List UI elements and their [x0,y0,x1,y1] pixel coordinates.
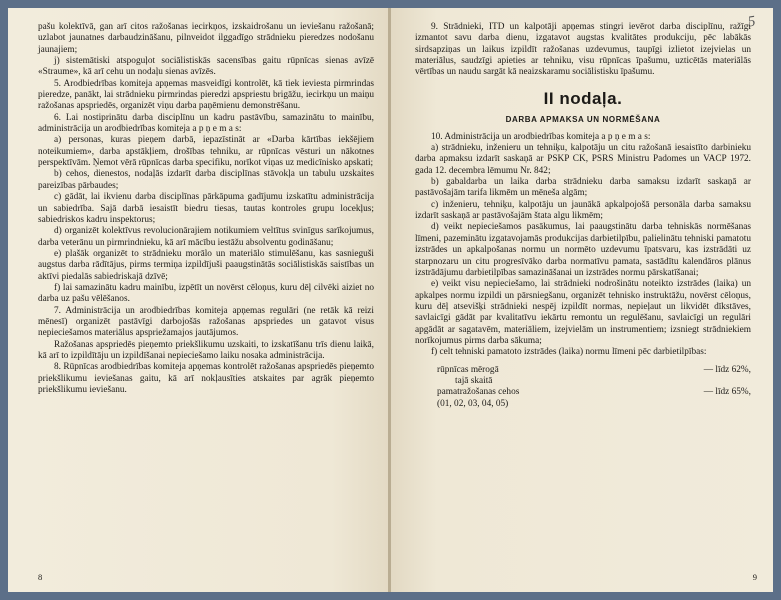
norm-row [415,387,751,398]
paragraph: j) sistemātiski atspoguļot sociālistiskās sacensības gaitu rūpnīcas sienas avīzē «Straume», kā arī cehu un nodaļu sienas avīzēs. [38,56,374,78]
norm-value: — līdz 65%, [703,387,751,398]
norm-row [415,376,751,387]
page-number: 8 [38,572,43,582]
paragraph: f) lai samazinātu kadru mainību, izpētīt un novērst cēloņus, kuru dēļ cilvēki aiziet no darba uz pašu vēlēšanos. [38,282,374,305]
right-page [391,8,773,592]
paragraph: b) cehos, dienestos, nodaļās izdarīt darba disciplīnas stāvokļa un tabulu uzskaites pareizības pārbaudes; [38,169,374,191]
norm-label: tajā skaitā [455,375,493,386]
norms-table [415,365,751,410]
paragraph: d) veikt nepieciešamos pasākumus, lai paaugstinātu darba tehniskās normēšanas līmeni, pazeminātu izgatavojamās produkcijas darbietilpību, palielinātu tehniski pamatotu izstrādes un apkalpošanas normu un normēto uzdevumu īpatsvaru, kas izstrādāti uz starpnozaru un citu progresīvāko darba normatīvu pamata, sastādītu kalendāros plānus izstrādājumu darbietilpības samazināšanai un izstrādes normu pārskatīšanai; [415,222,751,278]
chapter-title: II nodaļa. [543,88,623,108]
paragraph: 5. Arodbiedrības komiteja apņemas masveidīgi kontrolēt, kā tiek ieviesta pirmrindas pieredze, panākt, lai strādnieku pirmrindas pieredzi apspriestu brigāžu, iecirkņu un maiņu ražošanas apspriedēs, organizēt viņu darba paņēmienu demonstrēšanu. [38,78,374,112]
right-page-section-body [415,132,751,359]
norm-value [631,399,751,410]
paragraph: a) personas, kuras pieņem darbā, iepazīstināt ar «Darba kārtības iekšējiem noteikumiem», darba apstākļiem, drošības tehniku, ar rūpnīcas vēsturi un nākotnes perspektīvām. Ņemot vērā rūpnīcas darba specifiku, norīkot viņas uz medicīnisko apskati; [38,135,374,169]
paragraph: pašu kolektīvā, gan arī citos ražošanas iecirkņos, izskaidrošanu un ieviešanu ražošanā; uzlabot jaunatnes darbaudzināšanu, pilnveidot ilggadīgo strādnieku pieredzes nodošanu jaunajiem; [38,22,374,55]
paragraph: c) inženieru, tehniķu, kalpotāju un jaunākā apkalpojošā personāla darba samaksu izdarīt saskaņā ar pastāvošajām štata algu likmēm; [415,199,751,222]
paragraph: b) gabaldarba un laika darba strādnieku darba samaksu izdarīt saskaņā ar pastāvošajām tarifa likmēm un mēneša algām; [415,177,751,199]
paragraph: e) plašāk organizēt to strādnieku morālo un materiālo stimulēšanu, kas sasnieguši augstus darba rādītājus, pirms termiņa izpildījuši paaugstinātās sociālistiskās saistības un aktīvi piedalās sabiedriskajā dzīvē; [38,248,374,282]
right-page-body [415,22,751,79]
paragraph: Ražošanas apspriedēs pieņemto priekšlikumu uzskaiti, to izskatīšanu trīs dienu laikā, kā arī to izpildītāju un izpildīšanai nepieciešamo laiku nosaka administrācija. [38,339,374,361]
norm-value: — līdz 62%, [703,364,751,375]
norm-label: (01, 02, 03, 04, 05) [437,398,509,409]
paragraph: f) celt tehniski pamatoto izstrādes (laika) normu līmeni pēc darbietilpības: [431,347,707,358]
norm-label: rūpnīcas mērogā [437,364,499,375]
paragraph: e) veikt visu nepieciešamo, lai strādnieki nodrošinātu noteikto izstrādes (laika) un apkalpes normu izpildi un pārsniegšanu, organizēt tehnisko instruktāžu, novērst cēloņus, kuru dēļ atsevišķi strādnieki nespēj izpildīt normas, nepieļaut un likvidēt dīkstāves, savlaicīgi gādāt par kvalitatīvu iekārtu remontu un regulēšanu, savlaicīgi un regulāri apgādāt ar sagatavēm, materiāliem, izejvielām un instrumentiem; izsniegt strādniekiem norīkojumus pirms darba sākuma; [415,279,751,346]
paragraph: c) gādāt, lai ikvienu darba disciplīnas pārkāpuma gadījumu izskatītu administrācija un sabiedrība. Sajā darbā iesaistīt biedru tiesas, tautas kontroles grupu locekļus; sabiedriskos kadru inspektorus; [38,192,374,225]
norm-row [415,365,751,376]
norm-label: pamatražošanas cehos [437,387,520,398]
page-number: 9 [752,572,757,582]
paragraph: 6. Lai nostiprinātu darba disciplīnu un kadru pastāvību, samazinātu to mainību, administrācija un arodbiedrības komiteja a p ņ e m a s: [38,112,374,135]
pencil-mark: 5 [746,13,757,31]
paragraph: 10. Administrācija un arodbiedrības komiteja a p ņ e m a s: [431,131,651,142]
left-page-body [38,22,374,396]
paragraph: 9. Strādnieki, ITD un kalpotāji apņemas stingri ievērot darba disciplīnu, ražīgi izmantot savu darba dienu, izgatavot augstas kvalitātes produkciju, pēc labākās sirdsapziņas un laikus izpildīt ražošanas uzdevumus, taupīgi izlietot izejvielas un materiālus, saudzīgi apieties ar tehniku, visu rūpnīcas īpašumu, uzticētās materiālās vērtības un naudu sargāt kā neaizskaramu sociālistisku īpašumu. [415,22,751,78]
paragraph: a) strādnieku, inženieru un tehniķu, kalpotāju un citu ražošanā iesaistīto darbinieku darba apmaksu izdarīt saskaņā ar PSKP CK, PSRS Ministru Padomes un VACP 1972. gada 12. decembra lēmumu Nr. 842; [415,143,751,176]
paragraph: 7. Administrācija un arodbiedrības komiteja apņemas regulāri (ne retāk kā reizi mēnesī) organizēt pastāvīgi darbojošās ražošanas apspriedes un gatavot visus nepieciešamos materiālus apspriežamajos jautājumos. [38,305,374,339]
paragraph: 8. Rūpnīcas arodbiedrības komiteja apņemas kontrolēt ražošanas apspriedēs pieņemto priekšlikumu ieviešanas gaitu, kā arī nokļausīties atskaites par agrāk pieņemto priekšlikumu ieviešanu. [38,362,374,395]
section-title: DARBA APMAKSA UN NORMĒŠANA [505,114,661,124]
paragraph: d) organizēt kolektīvus revolucionārajiem notikumiem veltītus svinīgus sarīkojumus, darba veterānu un pirmrindnieku, kā arī mācību iestāžu absolventu godināšanu; [38,226,374,248]
norm-value [631,376,751,387]
norm-row [415,399,751,410]
left-page [8,8,388,592]
